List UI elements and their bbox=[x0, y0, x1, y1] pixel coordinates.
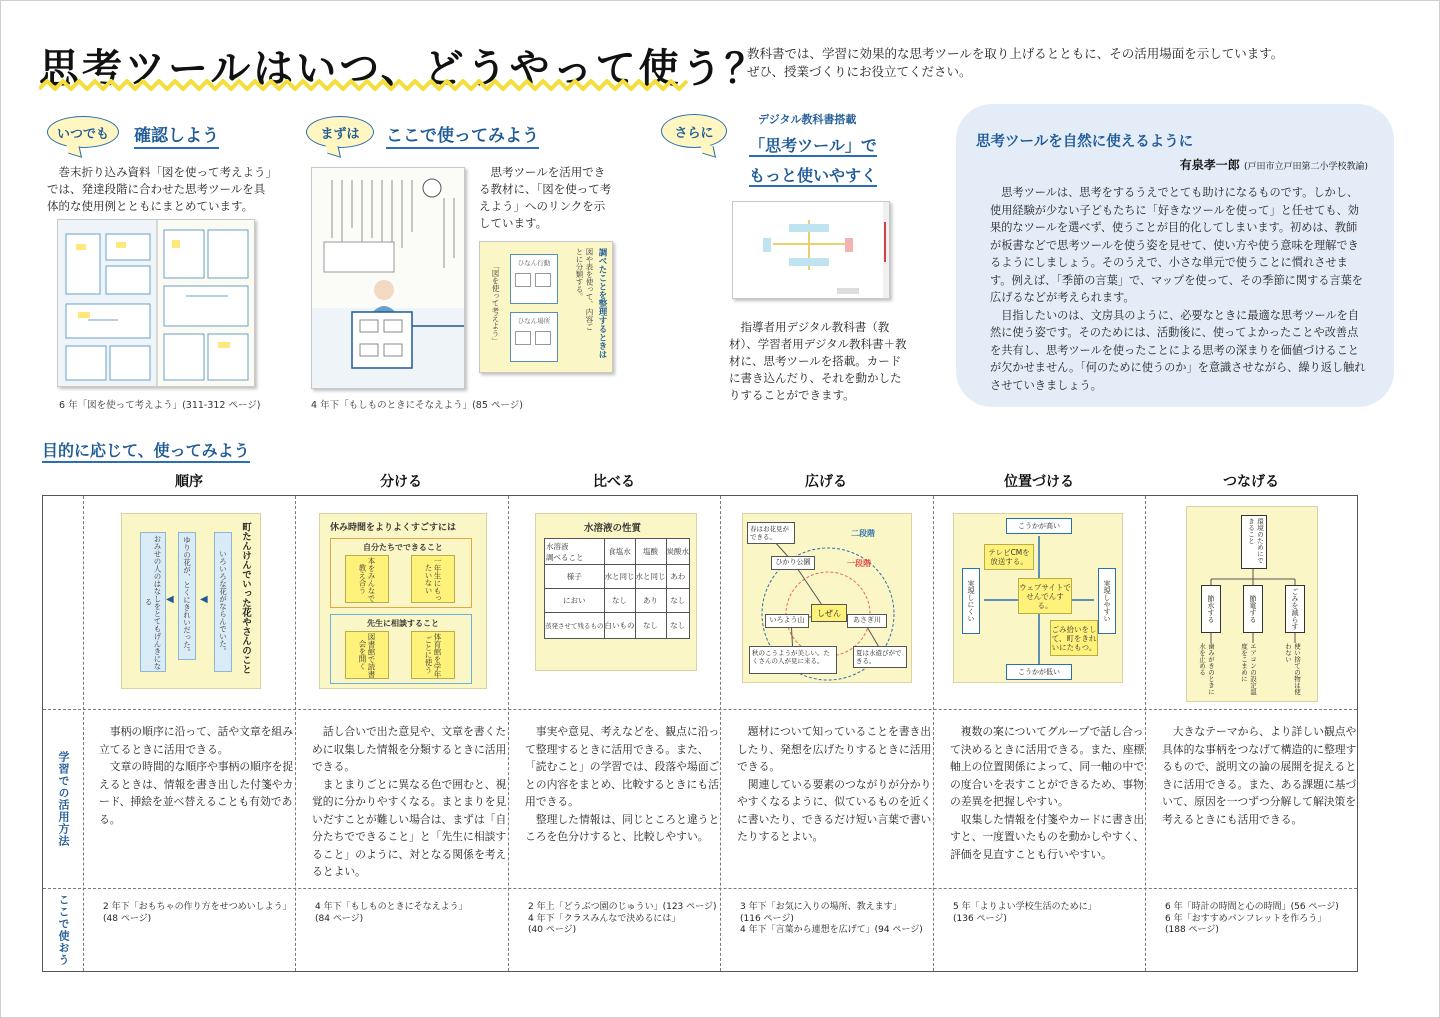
intro-line-1: 教科書では、学習に効果的な思考ツールを取り上げるとともに、その活用場面を示しています。 bbox=[747, 46, 1284, 61]
usage-paragraph: 事実や意見、考えなどを、観点に沿って整理するときに活用できる。また、「読むこと」の学習では、段落や場面ごとの内容をまとめ、比較するときにも活用できる。 bbox=[525, 725, 720, 808]
column-divider bbox=[508, 496, 509, 971]
usage-paragraph: まとまりごとに異なる色で囲むと、視覚的に分かりやすくなる。まとまりを見いだすことが難しい場合は、まずは「自分たちでできること」と「先生に相談すること」のように、対となる関係を考えるとよい。 bbox=[312, 777, 507, 878]
row-label-usage bbox=[43, 709, 83, 888]
usage-paragraph: 収集した情報を付箋やカードに書き出すと、一度置いたものを動かしやすく、評価を見直すことも行いやすい。 bbox=[950, 812, 1145, 861]
row-label-where bbox=[43, 888, 83, 972]
column-divider bbox=[933, 496, 934, 971]
bubble-label: まずは bbox=[320, 126, 360, 142]
tool-connect-leaf: 使い捨ての物は使わない bbox=[1284, 643, 1301, 695]
popup-box-2 bbox=[510, 312, 558, 362]
purpose-heading: 目的に応じて、使ってみよう bbox=[42, 438, 250, 463]
ref-line: (116 ページ) bbox=[740, 913, 794, 924]
tool-compare-cell: あわ bbox=[666, 565, 690, 589]
ref-line: 3 年下「お気に入りの場所、教えます」 bbox=[740, 902, 902, 912]
section1-caption: 6 年「図を使って考えよう」(311-312 ページ) bbox=[59, 400, 261, 411]
popup-card bbox=[535, 331, 551, 345]
refs-expand bbox=[740, 902, 940, 937]
tool-divide-group-2 bbox=[330, 614, 472, 684]
tool-expand-node: あさぎ川 bbox=[847, 614, 887, 628]
tool-compare-cell: なし bbox=[604, 589, 635, 613]
digital-heading bbox=[739, 131, 887, 191]
usage-paragraph: 整理した情報は、同じところと違うところを色分けすると、比較しやすい。 bbox=[525, 812, 720, 843]
section2-body: 思考ツールを活用できる教材に、「図を使って考えよう」へのリンクを示しています。 bbox=[479, 165, 612, 230]
popup-card bbox=[535, 273, 551, 287]
essay-paragraph: 思考ツールは、思考をするうえでとても助けになるものです。しかし、使用経験が少ない子どもたちに「好きなツールを使って」と任せても、効果的なツールを選べず、使うことが目的化してしまいます。初めは、教師が板書などで思考ツールを使う姿を見せて、使い方や使う意味を理解できるようにしましょう。そのうえで、小さな単元で使うことに慣れさせます。例えば、「季節の言葉」で、マップを使って、その季節に関する言葉を広げるなどが考えられます。 bbox=[990, 186, 1363, 304]
usage-paragraph: 文章の時間的な順序や事柄の順序を捉えるときは、情報を書き出した付箋やカード、挿絵を並べ替えることも有効である。 bbox=[99, 760, 294, 826]
bubble-label: さらに bbox=[674, 125, 714, 141]
section3-body: 指導者用デジタル教科書（教材）、学習者用デジタル教科書＋教材に、思考ツールを搭載。カードに書き込んだり、それを動かしたりすることができます。 bbox=[729, 320, 907, 402]
tool-divide-title: 休み時間をよりよくすごすには bbox=[330, 523, 457, 533]
tool-order-illustration bbox=[121, 513, 261, 689]
corner-top: 水溶液 bbox=[546, 541, 569, 551]
bubble-itsudemo bbox=[47, 116, 119, 148]
tool-compare-header-cell: 炭酸水 bbox=[666, 539, 690, 565]
tool-compare-cell: 様子 bbox=[545, 565, 605, 589]
tool-compare-cell: 白いもの bbox=[604, 613, 635, 639]
section2-heading: ここで使ってみよう bbox=[386, 121, 539, 149]
bubble-sarani bbox=[661, 114, 727, 148]
tool-position-note: テレビCMを放送する。 bbox=[984, 544, 1034, 570]
row-label-where-text: ここで使おう bbox=[57, 894, 70, 966]
tool-connect-branch: 節水する bbox=[1201, 585, 1221, 633]
tool-compare-cell: あり bbox=[635, 589, 666, 613]
tool-compare-illustration bbox=[535, 513, 697, 671]
tool-compare-cell: なし bbox=[666, 589, 690, 613]
column-header-expand: 広げる bbox=[805, 474, 847, 490]
tool-compare-cell: なし bbox=[666, 613, 690, 639]
popup-title: 調べたことを整理するときは bbox=[597, 248, 607, 359]
tool-connect-illustration bbox=[1186, 506, 1318, 702]
tool-divide-note: 本をみんなで教え合う bbox=[345, 555, 389, 603]
column-header-position: 位置づける bbox=[1004, 474, 1074, 490]
foldout-spread-illustration bbox=[58, 220, 255, 387]
column-header-divide: 分ける bbox=[380, 474, 422, 490]
tool-compare-header-row bbox=[545, 539, 690, 565]
essay-author bbox=[1180, 156, 1368, 173]
usage-paragraph: 題材について知っていることを書き出したり、発想を広げたりするときに活用できる。 bbox=[737, 725, 932, 773]
essay-paragraph: 目指したいのは、文房具のように、必要なときに最適な思考ツールを自然に使う姿です。そのためには、活動後に、使ってよかったことや改善点を共有し、思考ツールを使ったことによる思考の深まりを価値づけることが欠かせません。「何のために使うのか」を意識させながら、繰り返し触れさせていきましょう。 bbox=[990, 308, 1366, 392]
ref-line: 6 年「おすすめパンフレットを作ろう」 bbox=[1165, 913, 1327, 924]
axis-label-easy: 実現しやすい bbox=[1098, 568, 1116, 634]
intro-text bbox=[747, 45, 1283, 81]
refs-divide bbox=[315, 902, 515, 925]
tool-compare-row bbox=[545, 589, 690, 613]
purpose-table bbox=[42, 495, 1358, 972]
popup-box-2-label: ひなん場所 bbox=[517, 317, 551, 325]
ref-line: 5 年「よりよい学校生活のために」 bbox=[953, 902, 1097, 912]
tool-connect-top: 環境のためにできること bbox=[1241, 515, 1267, 569]
tool-order-card-2: ゆりの花が、とくにきれいだった。 bbox=[178, 532, 196, 660]
axis-label-low: こうかが低い bbox=[1006, 664, 1072, 680]
essay-panel bbox=[956, 104, 1394, 407]
tool-position-note: ごみ拾いをして、町をきれいにたもつ。 bbox=[1050, 620, 1098, 656]
section1-body: 巻末折り込み資料「図を使って考えよう」では、発達段階に合わせた思考ツールを具体的な使用例とともにまとめています。 bbox=[47, 165, 272, 213]
bubble-tail bbox=[700, 142, 716, 157]
bubble-tail bbox=[66, 142, 82, 157]
digital-heading-line-1: 「思考ツール」で bbox=[749, 136, 877, 155]
tool-expand-center: しぜん bbox=[811, 604, 847, 622]
tool-position-note: ウェブサイトでせんでんする。 bbox=[1018, 578, 1072, 614]
page-title: 思考ツールはいつ、どうやって使う？ bbox=[39, 46, 768, 92]
tool-connect-branch: ごみを減らす bbox=[1285, 585, 1305, 633]
usage-connect bbox=[1162, 723, 1358, 828]
tool-compare-corner bbox=[545, 539, 605, 565]
tool-compare-cell: 蒸発させて残るもの bbox=[545, 613, 605, 639]
popup-text: 図や表を使って、内容ごとに分類する。 bbox=[575, 248, 594, 331]
refs-order bbox=[103, 902, 303, 925]
section1-heading: 確認しよう bbox=[134, 121, 219, 149]
popup-box-1-label: ひなん行動 bbox=[517, 259, 551, 267]
textbook-page-illustration bbox=[312, 168, 465, 389]
tool-compare-cell: 水と同じ bbox=[635, 565, 666, 589]
tool-divide-note: 図書館で読書会を開く bbox=[345, 631, 389, 679]
popup-card bbox=[515, 273, 531, 287]
arrow-left-icon: ◀ bbox=[166, 594, 174, 605]
usage-expand bbox=[737, 723, 933, 846]
tool-divide-group-2-label: 先生に相談すること bbox=[367, 619, 439, 628]
ref-line: 6 年「時計の時間と心の時間」(56 ページ) bbox=[1165, 902, 1339, 912]
row-label-usage-text: 学習での活用方法 bbox=[57, 750, 70, 847]
tool-position-illustration bbox=[953, 513, 1123, 683]
refs-position bbox=[953, 902, 1153, 925]
refs-compare bbox=[528, 902, 728, 937]
tool-divide-group-1-label: 自分たちでできること bbox=[363, 543, 443, 552]
tool-order-title: 町たんけんでいった花やさんのこと bbox=[240, 522, 251, 674]
intro-line-2: ぜひ、授業づくりにお役立てください。 bbox=[747, 64, 972, 79]
column-header-order: 順序 bbox=[175, 474, 203, 490]
tool-compare-table bbox=[544, 538, 690, 639]
ref-line: 4 年下「クラスみんなで決めるには」 bbox=[528, 913, 681, 924]
tool-expand-node: 秋のこうようが美しい。たくさんの人が見に来る。 bbox=[749, 646, 837, 674]
essay-author-name: 有泉孝一郎 bbox=[1179, 158, 1240, 172]
axis-label-hard: 実現しにくい bbox=[962, 568, 980, 634]
refs-connect bbox=[1165, 902, 1365, 937]
usage-paragraph: 話し合いで出た意見や、文章を書くために収集した情報を分類するときに活用できる。 bbox=[312, 725, 507, 773]
ref-line: 4 年下「もしものときにそなえよう」 bbox=[315, 902, 468, 912]
ref-line: (40 ページ) bbox=[528, 925, 577, 935]
essay-author-affiliation: (戸田市立戸田第二小学校教諭) bbox=[1243, 162, 1368, 172]
column-divider bbox=[83, 496, 84, 971]
tool-connect-leaf: エアコンの設定温度をこまめに bbox=[1240, 643, 1257, 695]
bubble-tail bbox=[325, 142, 341, 157]
tool-expand-node: いろよう山 bbox=[765, 614, 809, 628]
tool-expand-node: 夏は水遊びができる。 bbox=[853, 646, 907, 668]
usage-paragraph: 関連している要素のつながりが分かりやすくなるように、似ているものを近くに書いたり、できるだけ短い言葉で書いたりするとよい。 bbox=[737, 777, 932, 843]
row-divider bbox=[43, 709, 1357, 710]
column-header-compare: 比べる bbox=[593, 474, 635, 490]
usage-divide bbox=[312, 723, 508, 881]
digital-heading-line-2: もっと使いやすく bbox=[748, 166, 877, 185]
title-zigzag-underline bbox=[39, 79, 689, 91]
tool-order-card-3: おみせの人のはなしをとてもげんきになる bbox=[140, 532, 166, 672]
column-divider bbox=[295, 496, 296, 971]
tool-divide-note: 一年生にもったいない bbox=[411, 555, 455, 603]
textbook-page-image bbox=[311, 167, 465, 389]
usage-position bbox=[950, 723, 1146, 863]
bubble-label: いつでも bbox=[56, 126, 109, 142]
tool-expand-illustration bbox=[742, 513, 912, 683]
tool-divide-group-1 bbox=[330, 538, 472, 608]
popup-vertical-label: 「図を使って考えよう」 bbox=[491, 262, 500, 345]
tool-divide-note: 体育館を学年ごとに使う bbox=[411, 631, 455, 679]
axis-label-high: こうかが高い bbox=[1006, 518, 1072, 534]
tool-compare-row bbox=[545, 565, 690, 589]
ref-line: 4 年下「言葉から連想を広げて」(94 ページ) bbox=[740, 925, 923, 935]
essay-body bbox=[990, 184, 1366, 394]
tool-compare-cell: におい bbox=[545, 589, 605, 613]
usage-compare bbox=[525, 723, 721, 846]
bubble-mazuwa bbox=[306, 116, 374, 148]
tool-compare-cell: 水と同じ bbox=[604, 565, 635, 589]
tool-connect-leaf: 歯みがきのときに水を止める bbox=[1198, 643, 1215, 695]
foldout-spread-image bbox=[57, 219, 255, 387]
tool-compare-cell: なし bbox=[635, 613, 666, 639]
usage-paragraph: 大きなテーマから、より詳しい観点や具体的な事柄をつなげて構造的に整理するもので、説明文の論の展開を捉えるときに活用できる。また、ある課題に基づいて、原因を一つずつ分解して解決策を考えるときにも活用できる。 bbox=[1162, 725, 1357, 826]
arrow-left-icon: ◀ bbox=[200, 594, 208, 605]
tool-compare-header-cell: 食塩水 bbox=[604, 539, 635, 565]
tool-compare-header-cell: 塩酸 bbox=[635, 539, 666, 565]
popup-card bbox=[515, 331, 531, 345]
ref-line: (48 ページ) bbox=[103, 913, 152, 924]
link-popup-callout bbox=[479, 241, 613, 373]
usage-paragraph: 複数の案についてグループで話し合って決めるときに活用できる。また、座標軸上の位置関係によって、同一軸の中での度合いを表すことができるため、事物の差異を把握しやすい。 bbox=[950, 725, 1145, 808]
tool-connect-branch: 節電する bbox=[1243, 585, 1263, 633]
ref-line: (84 ページ) bbox=[315, 913, 364, 924]
digital-label: デジタル教科書搭載 bbox=[758, 113, 857, 126]
essay-title: 思考ツールを自然に使えるように bbox=[976, 134, 1194, 150]
usage-order bbox=[99, 723, 295, 828]
tool-compare-title: 水溶液の性質 bbox=[584, 523, 642, 534]
row-divider bbox=[43, 888, 1357, 889]
corner-bottom: 調べること bbox=[546, 552, 584, 562]
column-header-connect: つなげる bbox=[1223, 474, 1279, 490]
tool-expand-node: 春はお花見ができる。 bbox=[747, 522, 795, 544]
ring-label-inner: 一段階 bbox=[847, 559, 871, 568]
ref-line: (136 ページ) bbox=[953, 913, 1007, 924]
tool-expand-node: ひかり公園 bbox=[771, 556, 815, 570]
tool-divide-illustration bbox=[319, 513, 487, 689]
ref-line: 2 年下「おもちゃの作り方をせつめいしよう」 bbox=[103, 902, 292, 912]
digital-textbook-screenshot bbox=[732, 201, 890, 299]
popup-box-1 bbox=[510, 254, 558, 304]
digital-screen-illustration bbox=[733, 202, 890, 299]
tool-order-card-1: いろいろな花がならんでいた。 bbox=[214, 532, 232, 672]
ref-line: (188 ページ) bbox=[1165, 925, 1219, 935]
ref-line: 2 年上「どうぶつ園のじゅうい」(123 ページ) bbox=[528, 902, 717, 912]
section2-caption: 4 年下「もしものときにそなえよう」(85 ページ) bbox=[311, 400, 523, 411]
tool-compare-row bbox=[545, 613, 690, 639]
usage-paragraph: 事柄の順序に沿って、話や文章を組み立てるときに活用できる。 bbox=[99, 725, 294, 756]
ring-label-outer: 二段階 bbox=[851, 529, 875, 538]
